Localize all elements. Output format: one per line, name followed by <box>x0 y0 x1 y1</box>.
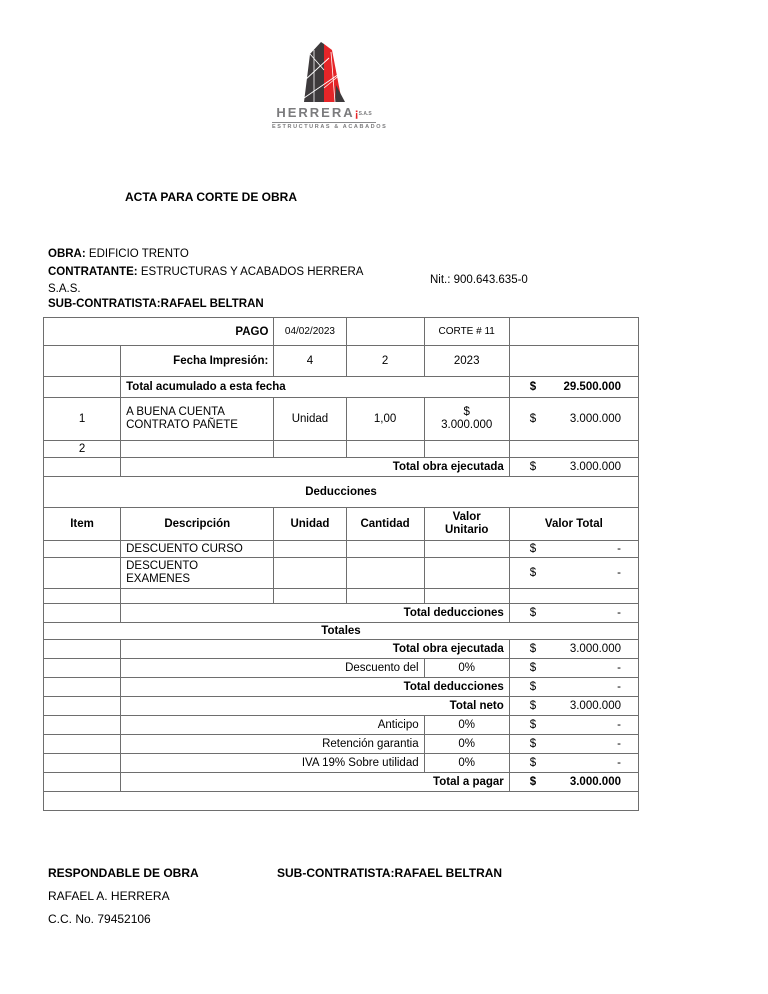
responsable-cc: C.C. No. 79452106 <box>48 912 151 926</box>
spacer-row <box>44 589 639 604</box>
total-obra-label-cell: Total obra ejecutada <box>121 458 510 477</box>
deducciones-title-row <box>44 477 639 508</box>
currency-symbol: $ <box>529 719 537 731</box>
fecha-impresion-label-cell: Fecha Impresión: <box>121 346 274 377</box>
page-title: ACTA PARA CORTE DE OBRA <box>125 190 297 204</box>
total-acumulado-row <box>44 377 639 398</box>
totales-value-cell <box>509 716 638 735</box>
pago-label-cell: PAGO <box>44 318 274 346</box>
totales-amount: 3.000.000 <box>569 776 621 788</box>
item-cantidad-cell: 1,00 <box>346 398 424 441</box>
totales-row <box>44 735 639 754</box>
empty-cell <box>44 558 121 589</box>
logo-suffix: S.A.S <box>358 111 372 117</box>
totales-row <box>44 716 639 735</box>
column-header-row <box>44 508 639 541</box>
currency-symbol: $ <box>529 700 537 712</box>
empty-cell <box>424 589 509 604</box>
totales-label-cell: Total deducciones <box>121 678 510 697</box>
empty-cell <box>274 589 346 604</box>
empty-cell <box>274 441 346 458</box>
currency-symbol: $ <box>529 381 537 393</box>
totales-amount: - <box>617 738 621 750</box>
empty-cell <box>44 773 121 792</box>
total-deducciones-value-cell <box>509 604 638 623</box>
currency-symbol: $ <box>529 607 537 619</box>
item-num-cell: 2 <box>44 441 121 458</box>
empty-cell <box>44 716 121 735</box>
logo-tagline: ESTRUCTURAS & ACABADOS <box>272 124 388 130</box>
logo-name: HERRERA <box>276 105 355 120</box>
item-valor-unitario-amount: 3.000.000 <box>441 419 493 431</box>
totales-label-cell: Retención garantia <box>121 735 425 754</box>
deduccion-row-2 <box>44 558 639 589</box>
totales-row <box>44 697 639 716</box>
fecha-day-cell: 4 <box>274 346 346 377</box>
total-obra-row <box>44 458 639 477</box>
totales-amount: - <box>617 662 621 674</box>
header-descripcion: Descripción <box>121 508 274 541</box>
totales-value-cell <box>509 678 638 697</box>
total-acumulado-label-cell: Total acumulado a esta fecha <box>121 377 510 398</box>
empty-cell <box>121 589 274 604</box>
header-unidad: Unidad <box>274 508 346 541</box>
logo-wordmark <box>272 106 376 123</box>
totales-amount: - <box>617 681 621 693</box>
footer-subcontratista: SUB-CONTRATISTA:RAFAEL BELTRAN <box>277 866 503 880</box>
currency-symbol: $ <box>529 662 537 674</box>
total-obra-value-cell <box>509 458 638 477</box>
totales-row <box>44 754 639 773</box>
currency-symbol: $ <box>529 757 537 769</box>
totales-value-cell <box>509 640 638 659</box>
totales-title-row <box>44 623 639 640</box>
totales-amount: - <box>617 719 621 731</box>
item-row-2 <box>44 441 639 458</box>
empty-cell <box>424 541 509 558</box>
currency-symbol: $ <box>529 738 537 750</box>
subcontratista-line: SUB-CONTRATISTA:RAFAEL BELTRAN <box>48 298 264 310</box>
totales-label-cell: Anticipo <box>121 716 425 735</box>
total-deducciones-label-cell: Total deducciones <box>121 604 510 623</box>
empty-cell <box>121 441 274 458</box>
empty-cell <box>274 558 346 589</box>
company-logo <box>272 40 388 130</box>
totales-label-cell: IVA 19% Sobre utilidad <box>121 754 425 773</box>
deduccion-valor-total-cell <box>509 541 638 558</box>
empty-cell <box>44 659 121 678</box>
empty-cell <box>346 441 424 458</box>
deduccion-amount: - <box>617 543 621 555</box>
deduccion-amount: - <box>617 567 621 579</box>
responsable-name: RAFAEL A. HERRERA <box>48 889 170 903</box>
deduccion-row-1 <box>44 541 639 558</box>
acta-table <box>43 317 639 811</box>
total-acumulado-value-cell <box>509 377 638 398</box>
item-num-cell: 1 <box>44 398 121 441</box>
totales-pct-cell: 0% <box>424 754 509 773</box>
deduccion-valor-total-cell <box>509 558 638 589</box>
empty-cell <box>274 541 346 558</box>
totales-label-cell: Total a pagar <box>121 773 510 792</box>
currency-symbol: $ <box>529 413 537 425</box>
empty-cell <box>44 735 121 754</box>
totales-label-cell: Total obra ejecutada <box>121 640 510 659</box>
responsable-obra-label: RESPONDABLE DE OBRA <box>48 866 199 880</box>
empty-cell <box>44 754 121 773</box>
empty-cell <box>424 558 509 589</box>
totales-value-cell <box>509 773 638 792</box>
pago-date-cell: 04/02/2023 <box>274 318 346 346</box>
totales-value-cell <box>509 754 638 773</box>
empty-cell <box>44 678 121 697</box>
totales-row <box>44 640 639 659</box>
totales-pct-cell: 0% <box>424 735 509 754</box>
obra-label: OBRA: <box>48 248 86 260</box>
totales-row <box>44 659 639 678</box>
empty-cell <box>44 697 121 716</box>
item-valor-unitario-cell <box>424 398 509 441</box>
totales-pct-cell: 0% <box>424 659 509 678</box>
fecha-year-cell: 2023 <box>424 346 509 377</box>
header-valor-total: Valor Total <box>509 508 638 541</box>
currency-symbol: $ <box>529 543 537 555</box>
total-acumulado-amount: 29.500.000 <box>563 381 621 393</box>
totales-amount: 3.000.000 <box>569 700 621 712</box>
totales-amount: 3.000.000 <box>569 643 621 655</box>
empty-cell <box>346 589 424 604</box>
deduccion-desc-cell: DESCUENTO CURSO <box>121 541 274 558</box>
item-desc-cell: A BUENA CUENTA CONTRATO PAÑETE <box>121 398 274 441</box>
empty-cell <box>346 541 424 558</box>
empty-cell <box>44 604 121 623</box>
empty-cell <box>509 441 638 458</box>
empty-cell <box>346 318 424 346</box>
deduccion-desc-cell: DESCUENTO EXAMENES <box>121 558 274 589</box>
empty-cell <box>44 640 121 659</box>
empty-cell <box>509 318 638 346</box>
empty-cell <box>44 346 121 377</box>
corte-number-cell: CORTE # 11 <box>424 318 509 346</box>
header-item: Item <box>44 508 121 541</box>
bottom-empty-row <box>44 792 639 811</box>
fecha-impresion-row <box>44 346 639 377</box>
totales-title-cell: Totales <box>44 623 639 640</box>
item-valor-total-amount: 3.000.000 <box>569 413 621 425</box>
currency-symbol: $ <box>529 643 537 655</box>
project-info <box>48 246 393 299</box>
fecha-month-cell: 2 <box>346 346 424 377</box>
empty-cell <box>44 541 121 558</box>
totales-amount: - <box>617 757 621 769</box>
empty-cell <box>44 792 639 811</box>
header-cantidad: Cantidad <box>346 508 424 541</box>
empty-cell <box>44 589 121 604</box>
totales-value-cell <box>509 659 638 678</box>
currency-symbol: $ <box>529 776 537 788</box>
contratante-value: ESTRUCTURAS Y ACABADOS HERRERA S.A.S. <box>48 265 363 295</box>
currency-symbol: $ <box>529 681 537 693</box>
total-deducciones-row <box>44 604 639 623</box>
totales-value-cell <box>509 735 638 754</box>
total-obra-amount: 3.000.000 <box>569 461 621 473</box>
totales-pct-cell: 0% <box>424 716 509 735</box>
pago-row <box>44 318 639 346</box>
currency-symbol: $ <box>529 567 537 579</box>
obra-value: EDIFICIO TRENTO <box>88 248 189 260</box>
empty-cell <box>44 458 121 477</box>
item-row-1 <box>44 398 639 441</box>
header-valor-unitario: Valor Unitario <box>424 508 509 541</box>
item-unidad-cell: Unidad <box>274 398 346 441</box>
contratante-line <box>48 264 393 299</box>
total-a-pagar-row <box>44 773 639 792</box>
contratante-label: CONTRATANTE: <box>48 265 138 278</box>
item-valor-total-cell <box>509 398 638 441</box>
empty-cell <box>44 377 121 398</box>
totales-label-cell: Total neto <box>121 697 510 716</box>
currency-symbol: $ <box>529 461 537 473</box>
nit-value: Nit.: 900.643.635-0 <box>430 274 528 286</box>
empty-cell <box>509 346 638 377</box>
empty-cell <box>424 441 509 458</box>
totales-value-cell <box>509 697 638 716</box>
deducciones-title-cell: Deducciones <box>44 477 639 508</box>
empty-cell <box>346 558 424 589</box>
obra-line <box>48 246 393 264</box>
currency-symbol: $ <box>463 406 470 418</box>
building-logo-icon <box>301 40 347 104</box>
totales-row <box>44 678 639 697</box>
total-deducciones-amount: - <box>617 607 621 619</box>
totales-label-cell: Descuento del <box>121 659 425 678</box>
empty-cell <box>509 589 638 604</box>
logo-accent-mark: ¡ <box>354 106 359 120</box>
